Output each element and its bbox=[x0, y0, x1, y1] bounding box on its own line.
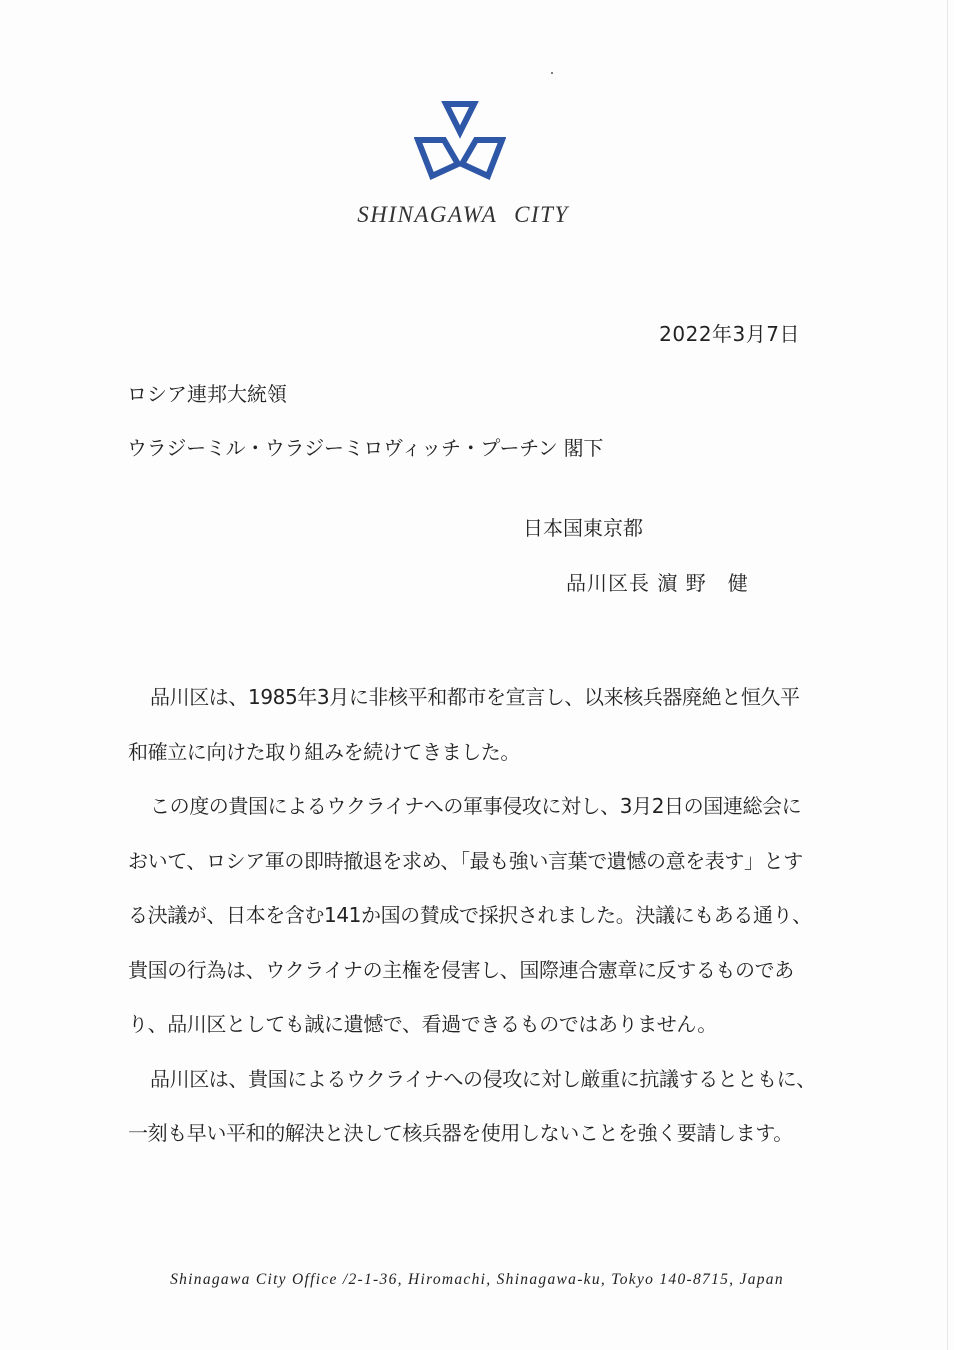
body-paragraph: この度の貴国によるウクライナへの軍事侵攻に対し、3月2日の国連総会において、ロシア軍の即時撤退を求め、「最も強い言葉で遺憾の意を表す」とする決議が、日本を含む141か国の賛成で採択されました。決議にもある通り、貴国の行為は、ウクライナの主権を侵害し、国際連合憲章に反するものであり、品川区としても誠に遺憾で、看過できるものではありません。 bbox=[128, 794, 812, 1036]
sender-name: 品川区長 濵 野 健 bbox=[566, 571, 749, 595]
page-edge-line bbox=[947, 0, 948, 1350]
scan-speck bbox=[551, 72, 553, 74]
body-paragraph: 品川区は、1985年3月に非核平和都市を宣言し、以来核兵器廃絶と恒久平和確立に向けた取り組みを続けてきました。 bbox=[128, 685, 800, 764]
shinagawa-city-emblem-icon bbox=[414, 98, 506, 182]
letter-body bbox=[128, 670, 818, 1161]
city-name-wordmark: SHINAGAWA CITY bbox=[357, 202, 569, 227]
addressee-name: ウラジーミル・ウラジーミロヴィッチ・プーチン 閣下 bbox=[127, 436, 604, 460]
office-address-footer: Shinagawa City Office /2-1-36, Hiromachi, Shinagawa-ku, Tokyo 140-8715, Japan bbox=[170, 1271, 784, 1288]
body-paragraph: 品川区は、貴国によるウクライナへの侵攻に対し厳重に抗議するとともに、一刻も早い平和的解決と決して核兵器を使用しないことを強く要請します。 bbox=[128, 1066, 816, 1145]
letter-date: 2022年3月7日 bbox=[659, 322, 800, 346]
sender-location: 日本国東京都 bbox=[523, 516, 643, 540]
addressee-title: ロシア連邦大統領 bbox=[127, 382, 287, 406]
